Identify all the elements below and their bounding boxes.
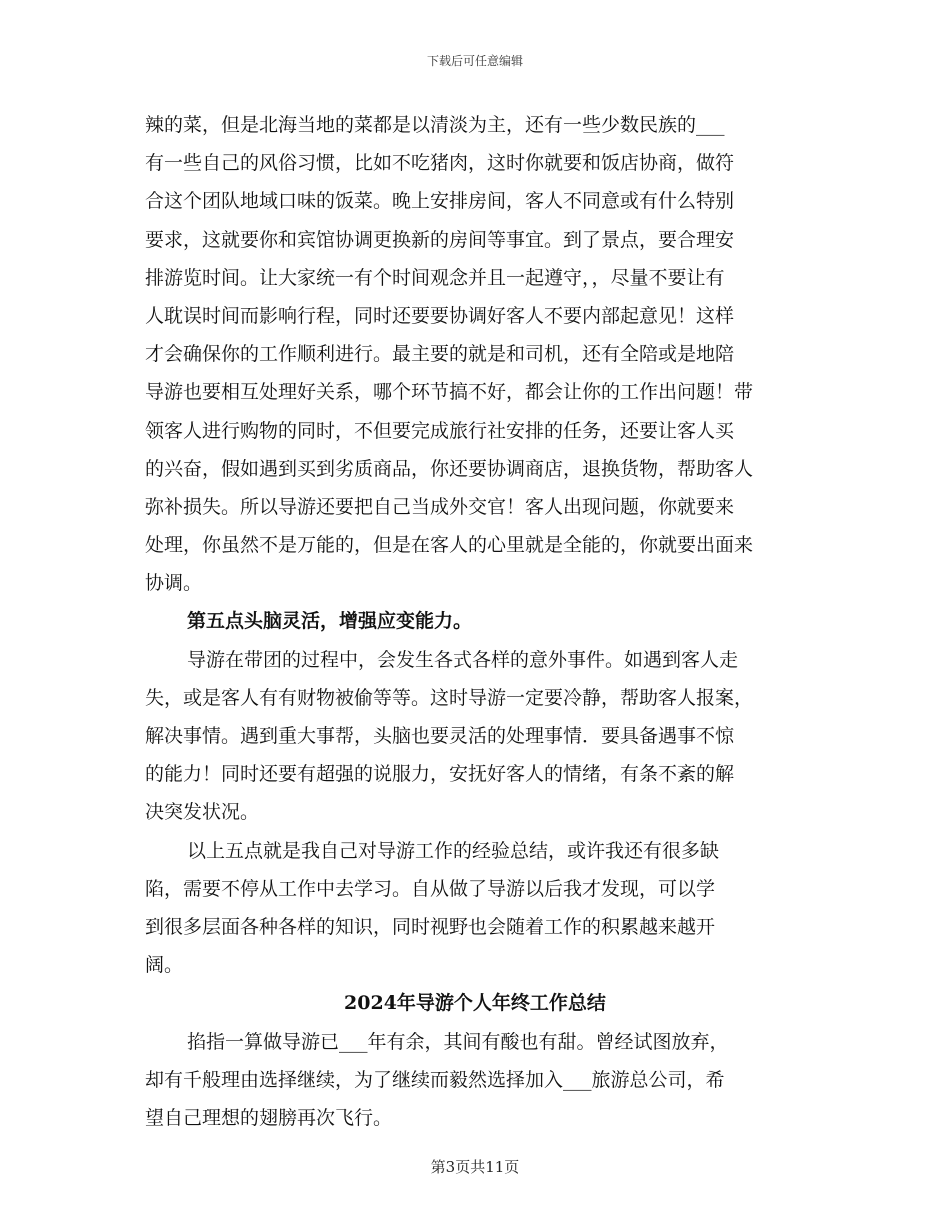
paragraph-line: 辣的菜，但是北海当地的菜都是以清淡为主，还有一些少数民族的___ bbox=[145, 114, 725, 136]
paragraph-line: 处理，你虽然不是万能的，但是在客人的心里就是全能的，你就要出面来 bbox=[145, 534, 754, 557]
paragraph-line: 失，或是客人有有财物被偷等等。这时导游一定要冷静，帮助客人报案， bbox=[145, 686, 754, 709]
paragraph-line: 阔。 bbox=[145, 954, 184, 977]
paragraph-line: 合这个团队地域口味的饭菜。晚上安排房间，客人不同意或有什么特别 bbox=[145, 190, 735, 213]
paragraph-line: 的兴奋，假如遇到买到劣质商品，你还要协调商店，退换货物，帮助客人 bbox=[145, 457, 754, 480]
page-footer: 第3页共11页 bbox=[430, 1158, 520, 1176]
paragraph-line: 要求，这就要你和宾馆协调更换新的房间等事宜。到了景点，要合理安 bbox=[145, 228, 735, 251]
paragraph-line: 协调。 bbox=[145, 572, 203, 595]
paragraph-line: 决突发状况。 bbox=[145, 801, 260, 824]
document-body bbox=[145, 106, 805, 1137]
paragraph-line: 有一些自己的风俗习惯，比如不吃猪肉，这时你就要和饭店协商，做符 bbox=[145, 152, 735, 175]
section-heading: 第五点头脑灵活，增强应变能力。 bbox=[187, 610, 473, 633]
paragraph-line: 却有千般理由选择继续，为了继续而毅然选择加入___旅游总公司，希 bbox=[145, 1068, 725, 1091]
page-header: 下载后可任意编辑 bbox=[426, 54, 523, 68]
paragraph-line: 才会确保你的工作顺利进行。最主要的就是和司机，还有全陪或是地陪 bbox=[145, 343, 735, 366]
paragraph-line: 的能力！同时还要有超强的说服力，安抚好客人的情绪，有条不紊的解 bbox=[145, 763, 735, 786]
document-title: 2024年导游个人年终工作总结 bbox=[344, 992, 606, 1015]
paragraph-line: 导游在带团的过程中，会发生各式各样的意外事件。如遇到客人走 bbox=[187, 648, 739, 671]
paragraph-line: 解决事情。遇到重大事帮，头脑也要灵活的处理事情．要具备遇事不惊 bbox=[145, 725, 735, 747]
paragraph-line: 导游也要相互处理好关系，哪个环节搞不好，都会让你的工作出问题！带 bbox=[145, 381, 754, 404]
paragraph-line: 掐指一算做导游已___年有余，其间有酸也有甜。曾经试图放弃， bbox=[187, 1030, 729, 1053]
paragraph-line: 望自己理想的翅膀再次飞行。 bbox=[145, 1106, 393, 1129]
paragraph-line: 人耽误时间而影响行程，同时还要要协调好客人不要内部起意见！这样 bbox=[145, 304, 735, 327]
paragraph-line: 陷，需要不停从工作中去学习。自从做了导游以后我才发现，可以学 bbox=[145, 877, 716, 900]
paragraph-line: 排游览时间。让大家统一有个时间观念并且一起遵守，，尽量不要让有 bbox=[145, 266, 725, 289]
paragraph-line: 领客人进行购物的同时，不但要完成旅行社安排的任务，还要让客人买 bbox=[145, 419, 735, 442]
paragraph-line: 弥补损失。所以导游还要把自己当成外交官！客人出现问题，你就要来 bbox=[145, 495, 735, 518]
paragraph-line: 到很多层面各种各样的知识，同时视野也会随着工作的积累越来越开 bbox=[145, 915, 716, 938]
paragraph-line: 以上五点就是我自己对导游工作的经验总结，或许我还有很多缺 bbox=[187, 839, 720, 862]
